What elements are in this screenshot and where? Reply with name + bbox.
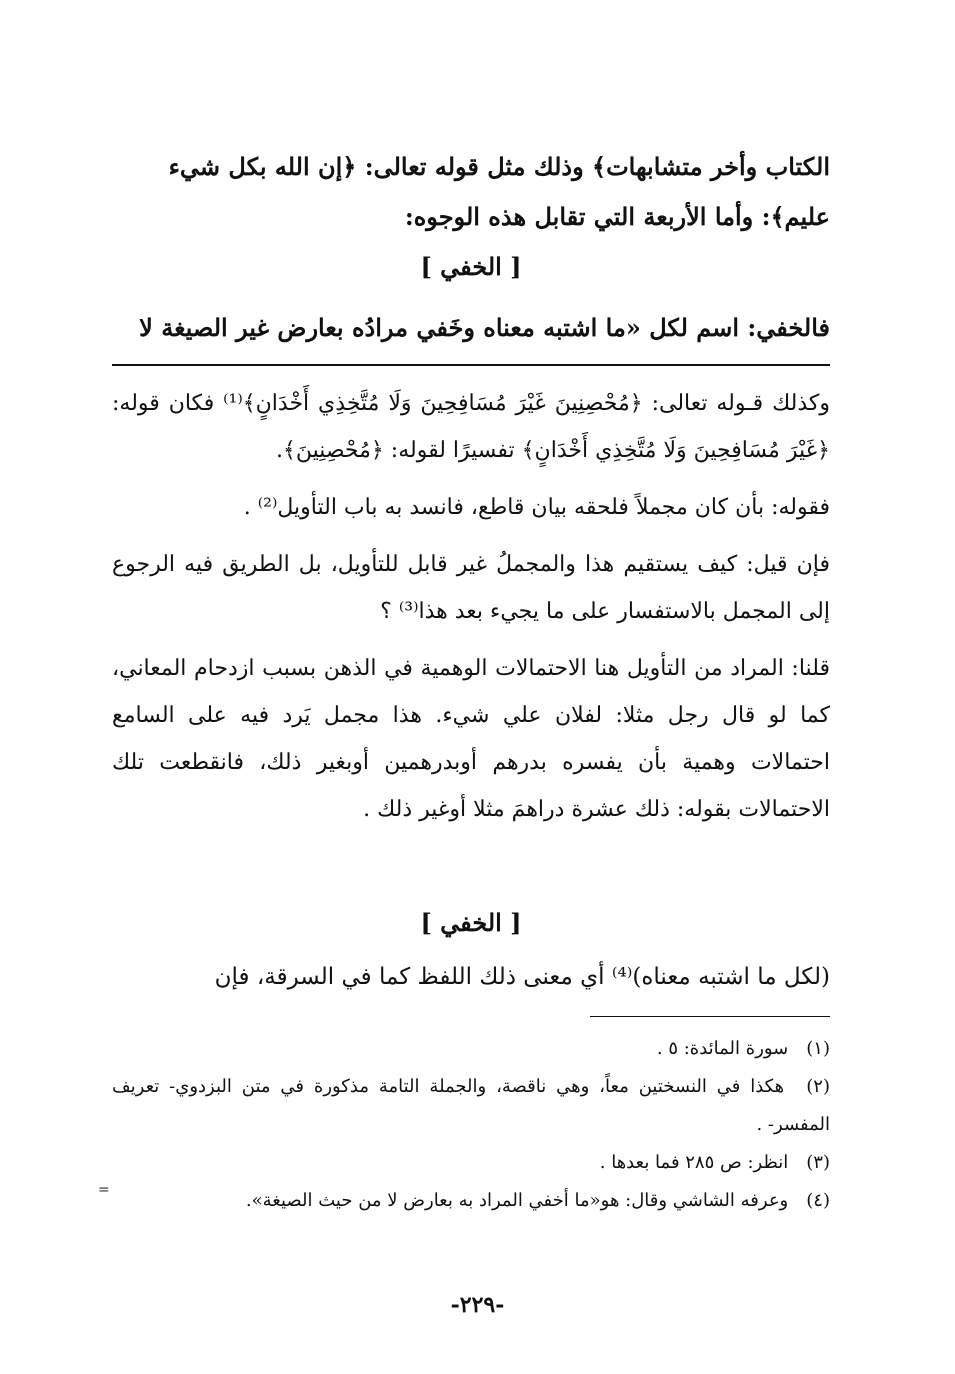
margin-mark: = [98, 1182, 110, 1198]
footnote-text: هكذا في النسختين معاً، وهي ناقصة، والجملة التامة مذكورة في متن البزدوي- تعريف المفسر- . [112, 1076, 830, 1135]
divider-rule [112, 364, 830, 366]
footnote-separator [590, 1016, 830, 1017]
footnote-1 [112, 1030, 830, 1068]
footnote-3 [112, 1144, 830, 1182]
footnote-text: انظر: ص ٢٨٥ فما بعدها . [599, 1152, 789, 1173]
footnote-text: وعرفه الشاشي وقال: هو«ما أخفي المراد به بعارض لا من حيث الصيغة». [245, 1190, 789, 1211]
commentary-paragraph-1: وكذلك قـوله تعالى: ﴿مُحْصِنِينَ غَيْرَ مُسَافِحِينَ وَلَا مُتَّخِذِي أَخْدَانٍ﴾⁽¹⁾ فكان قوله: ﴿غَيْرَ مُسَافِحِينَ وَلَا مُتَّخِذِي أَخْدَانٍ﴾ تفسيرًا لقوله: ﴿مُحْصِنِينَ﴾. [112, 391, 830, 463]
commentary-block [112, 380, 830, 843]
top-text-line-1: الكتاب وأخر متشابهات﴾ وذلك مثل قوله تعالى: ﴿إن الله بكل شيء [168, 152, 830, 181]
commentary-paragraph-3: فإن قيل: كيف يستقيم هذا والمجملُ غير قابل للتأويل، بل الطريق فيه الرجوع إلى المجمل بالاستفسار على ما يجيء بعد هذا⁽³⁾ ؟ [112, 552, 830, 624]
definition-line: فالخفي: اسم لكل «ما اشتبه معناه وخَفي مرادُه بعارض غير الصيغة لا [139, 313, 830, 342]
page-number: -٢٢٩- [450, 1292, 505, 1318]
section-heading-1: [ الخفي ] [420, 252, 522, 281]
footnote-number: (٤) [806, 1190, 830, 1211]
footnote-4 [112, 1182, 830, 1220]
footnote-2 [112, 1068, 830, 1144]
commentary-paragraph-4: قلنا: المراد من التأويل هنا الاحتمالات الوهمية في الذهن بسبب ازدحام المعاني، كما لو قال رجل مثلا: لفلان علي شيء. هذا مجمل يَرد فيه على السامع احتمالات وهمية بأن يفسره بدرهم أوبدرهمين أوبغير ذلك، فانقطعت تلك الاحتمالات بقوله: ذلك عشرة دراهمَ مثلا أوغير ذلك . [112, 656, 830, 822]
footnote-number: (٢) [806, 1076, 830, 1097]
last-paragraph: (لكل ما اشتبه معناه)⁽⁴⁾ أي معنى ذلك اللفظ كما في السرقة، فإن [214, 964, 830, 990]
section-heading-2: [ الخفي ] [420, 908, 522, 937]
footnotes-block [112, 1030, 830, 1220]
footnote-text: سورة المائدة: ٥ . [656, 1038, 789, 1059]
footnote-number: (٣) [806, 1152, 830, 1173]
top-text-block [112, 142, 830, 242]
top-text-line-2: عليم﴾: وأما الأربعة التي تقابل هذه الوجوه: [404, 202, 830, 231]
commentary-paragraph-2: فقوله: بأن كان مجملاً فلحقه بيان قاطع، فانسد به باب التأويل⁽²⁾ . [243, 495, 830, 520]
footnote-number: (١) [806, 1038, 830, 1059]
